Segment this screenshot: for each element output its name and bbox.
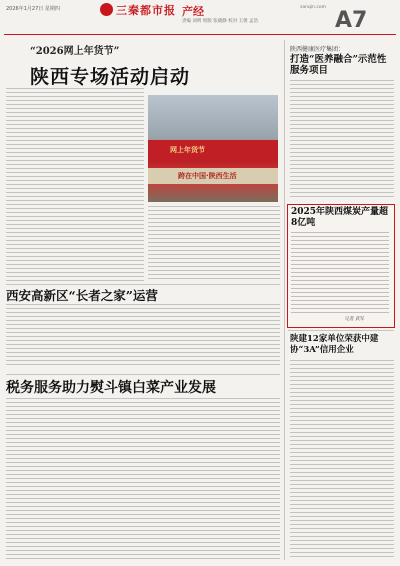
side1-title: 打造“医养融合”示范性服务项目 — [290, 54, 387, 76]
lead-kicker: “2026网上年货节” — [30, 46, 120, 57]
editor-credits: 责编 刘明 组版 张晓静 校对 王倩 孟浩 — [182, 19, 259, 24]
lead-body-text-left — [6, 88, 144, 283]
story2-title: 西安高新区“长者之家”运营 — [6, 288, 158, 303]
box-body-text — [291, 232, 389, 314]
box-byline: 记者 武军 — [345, 317, 365, 322]
lead-body-text-right — [148, 206, 280, 280]
side1-kicker: 陕西健康医疗集团： — [290, 46, 345, 53]
story3-title: 税务服务助力熨斗镇白菜产业发展 — [6, 380, 216, 396]
story2-body-text — [6, 304, 280, 368]
story3-body-text — [6, 398, 280, 560]
box-title: 2025年陕西煤炭产量超8亿吨 — [291, 207, 389, 228]
masthead-rule — [4, 34, 396, 35]
story3-rule — [6, 374, 280, 375]
section-name: 产经 — [182, 5, 204, 18]
site-url: sanqin.com — [300, 5, 326, 10]
newspaper-logo-icon — [100, 3, 113, 16]
column-divider — [284, 40, 285, 560]
side3-rule — [288, 330, 394, 331]
issue-date: 2026年1月27日 星期四 — [6, 6, 60, 12]
photo-stage — [148, 140, 278, 162]
newspaper-logo: 三秦都市报 — [116, 4, 176, 17]
side3-body-text — [290, 360, 394, 560]
side3-title: 陕建12家单位荣获中建协“3A”信用企业 — [290, 334, 379, 355]
photo-banner-text: 跨在中国·陕西生活 — [178, 172, 237, 180]
story2-rule — [6, 284, 280, 285]
photo-stage-text: 网上年货节 — [170, 146, 205, 154]
lead-headline: 陕西专场活动启动 — [30, 66, 191, 88]
page-number: A7 — [335, 8, 368, 33]
side1-body-text — [290, 80, 394, 198]
